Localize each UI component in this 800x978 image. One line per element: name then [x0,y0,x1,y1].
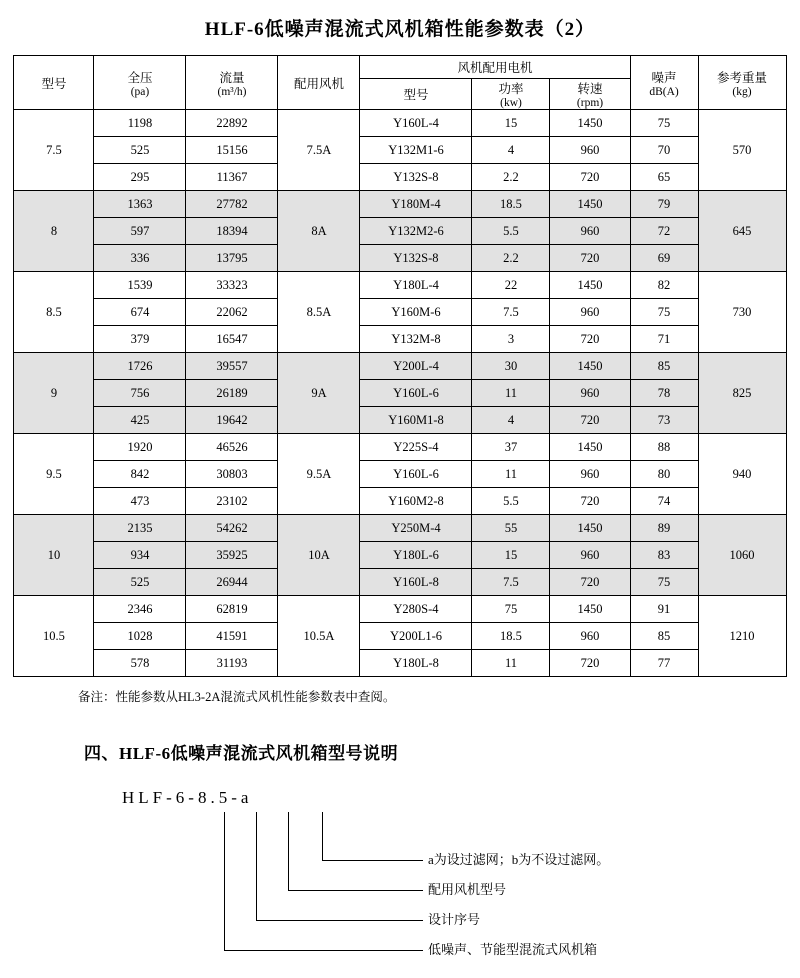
cell-noise: 85 [630,353,698,380]
th-speed [550,79,630,110]
th-flow-line2: (m³/h) [217,85,247,98]
cell-power: 15 [472,110,550,137]
cell-motor: Y160L-8 [360,569,472,596]
cell-speed: 720 [550,407,630,434]
table-header [14,56,786,110]
table-row [14,272,786,299]
cell-motor: Y280S-4 [360,596,472,623]
cell-motor: Y180L-8 [360,650,472,677]
cell-flow: 62819 [186,596,278,623]
cell-fan: 7.5A [278,110,360,191]
cell-power: 37 [472,434,550,461]
leader-label-1: a为设过滤网；b为不设过滤网。 [428,852,610,867]
th-power-line2: (kw) [500,97,522,109]
cell-pressure: 379 [94,326,186,353]
cell-pressure: 2135 [94,515,186,542]
cell-noise: 78 [630,380,698,407]
cell-weight: 940 [698,434,786,515]
cell-pressure: 674 [94,299,186,326]
th-noise-line2: dB(A) [649,85,679,98]
table-row [14,164,786,191]
cell-power: 2.2 [472,245,550,272]
th-pressure-line2: (pa) [130,85,150,98]
table-row [14,299,786,326]
cell-power: 2.2 [472,164,550,191]
cell-flow: 54262 [186,515,278,542]
cell-noise: 72 [630,218,698,245]
cell-power: 75 [472,596,550,623]
cell-noise: 77 [630,650,698,677]
cell-speed: 720 [550,164,630,191]
cell-speed: 1450 [550,596,630,623]
leader-label-3: 设计序号 [428,912,481,927]
cell-power: 5.5 [472,218,550,245]
cell-flow: 27782 [186,191,278,218]
leader-label-4: 低噪声、节能型混流式风机箱 [428,942,598,957]
cell-power: 22 [472,272,550,299]
cell-pressure: 1028 [94,623,186,650]
th-flow-line1: 流量 [219,70,245,85]
cell-motor: Y200L1-6 [360,623,472,650]
cell-fan: 9.5A [278,434,360,515]
model-code-diagram [74,788,726,978]
cell-speed: 960 [550,299,630,326]
cell-motor: Y132M2-6 [360,218,472,245]
cell-speed: 720 [550,245,630,272]
cell-speed: 720 [550,650,630,677]
table-row [14,407,786,434]
cell-power: 30 [472,353,550,380]
cell-flow: 26944 [186,569,278,596]
table-header-row-1 [14,56,786,79]
cell-pressure: 1920 [94,434,186,461]
th-speed-line2: (rpm) [576,97,604,109]
cell-noise: 82 [630,272,698,299]
cell-flow: 22062 [186,299,278,326]
cell-fan: 10.5A [278,596,360,677]
cell-flow: 11367 [186,164,278,191]
cell-noise: 83 [630,542,698,569]
cell-noise: 69 [630,245,698,272]
th-pressure [94,56,186,110]
cell-flow: 16547 [186,326,278,353]
cell-speed: 1450 [550,515,630,542]
cell-flow: 31193 [186,650,278,677]
cell-flow: 18394 [186,218,278,245]
cell-fan: 8A [278,191,360,272]
leader-label-2: 配用风机型号 [428,882,507,897]
cell-motor: Y180L-4 [360,272,472,299]
cell-pressure: 295 [94,164,186,191]
th-motor-model: 型号 [360,79,472,110]
cell-model: 8.5 [14,272,94,353]
cell-noise: 65 [630,164,698,191]
cell-flow: 22892 [186,110,278,137]
table-row [14,515,786,542]
cell-speed: 720 [550,326,630,353]
cell-weight: 645 [698,191,786,272]
cell-speed: 960 [550,461,630,488]
th-speed-line1: 转速 [577,82,603,96]
cell-motor: Y160L-4 [360,110,472,137]
cell-model: 7.5 [14,110,94,191]
cell-model: 8 [14,191,94,272]
cell-weight: 730 [698,272,786,353]
cell-weight: 1060 [698,515,786,596]
cell-flow: 39557 [186,353,278,380]
cell-noise: 74 [630,488,698,515]
cell-pressure: 525 [94,137,186,164]
table-row [14,245,786,272]
cell-speed: 960 [550,218,630,245]
cell-motor: Y132S-8 [360,164,472,191]
cell-motor: Y180M-4 [360,191,472,218]
cell-power: 4 [472,137,550,164]
cell-speed: 1450 [550,272,630,299]
cell-flow: 15156 [186,137,278,164]
cell-flow: 46526 [186,434,278,461]
cell-speed: 1450 [550,110,630,137]
cell-power: 15 [472,542,550,569]
cell-weight: 570 [698,110,786,191]
cell-pressure: 578 [94,650,186,677]
table-row [14,434,786,461]
cell-pressure: 1539 [94,272,186,299]
cell-motor: Y132M1-6 [360,137,472,164]
table-row [14,596,786,623]
cell-flow: 30803 [186,461,278,488]
cell-flow: 19642 [186,407,278,434]
cell-weight: 1210 [698,596,786,677]
cell-speed: 960 [550,542,630,569]
cell-motor: Y160M-6 [360,299,472,326]
th-fan: 配用风机 [278,56,360,110]
cell-pressure: 2346 [94,596,186,623]
table-row [14,380,786,407]
cell-motor: Y160L-6 [360,380,472,407]
cell-pressure: 934 [94,542,186,569]
table-row [14,542,786,569]
table-row [14,461,786,488]
cell-pressure: 473 [94,488,186,515]
th-weight-line1: 参考重量 [717,70,768,85]
cell-fan: 9A [278,353,360,434]
cell-power: 5.5 [472,488,550,515]
cell-motor: Y160L-6 [360,461,472,488]
model-code-text: HLF-6-8.5-a [122,788,253,807]
cell-pressure: 1726 [94,353,186,380]
table-row [14,326,786,353]
cell-power: 11 [472,650,550,677]
cell-fan: 8.5A [278,272,360,353]
table-row [14,137,786,164]
cell-flow: 33323 [186,272,278,299]
cell-motor: Y200L-4 [360,353,472,380]
cell-noise: 91 [630,596,698,623]
cell-power: 7.5 [472,569,550,596]
cell-model: 9 [14,353,94,434]
leader-line-4 [224,812,423,951]
cell-model: 10.5 [14,596,94,677]
section-heading: 四、HLF-6低噪声混流式风机箱型号说明 [84,744,399,763]
cell-power: 18.5 [472,623,550,650]
cell-noise: 75 [630,569,698,596]
cell-flow: 23102 [186,488,278,515]
performance-table [13,55,786,677]
table-row [14,353,786,380]
cell-power: 3 [472,326,550,353]
page-title: HLF-6低噪声混流式风机箱性能参数表（2） [204,19,596,40]
th-power [472,79,550,110]
cell-noise: 73 [630,407,698,434]
table-body [14,110,786,677]
cell-power: 7.5 [472,299,550,326]
table-row [14,191,786,218]
cell-power: 18.5 [472,191,550,218]
cell-weight: 825 [698,353,786,434]
table-row [14,623,786,650]
cell-power: 11 [472,461,550,488]
table-row [14,650,786,677]
document-page [0,14,800,978]
cell-speed: 1450 [550,191,630,218]
cell-noise: 80 [630,461,698,488]
th-noise [630,56,698,110]
cell-speed: 960 [550,623,630,650]
cell-pressure: 425 [94,407,186,434]
cell-speed: 720 [550,569,630,596]
th-power-line1: 功率 [498,82,524,96]
table-row [14,110,786,137]
cell-pressure: 336 [94,245,186,272]
th-flow [186,56,278,110]
cell-pressure: 597 [94,218,186,245]
cell-flow: 41591 [186,623,278,650]
th-noise-line1: 噪声 [651,70,677,85]
th-pressure-line1: 全压 [127,70,153,85]
cell-noise: 70 [630,137,698,164]
cell-noise: 79 [630,191,698,218]
cell-speed: 1450 [550,353,630,380]
cell-speed: 960 [550,137,630,164]
cell-noise: 89 [630,515,698,542]
cell-speed: 1450 [550,434,630,461]
table-row [14,218,786,245]
cell-noise: 75 [630,299,698,326]
cell-motor: Y160M2-8 [360,488,472,515]
cell-flow: 13795 [186,245,278,272]
table-note: 备注：性能参数从HL3-2A混流式风机性能参数表中查阅。 [78,690,396,704]
cell-motor: Y132M-8 [360,326,472,353]
th-weight [698,56,786,110]
cell-power: 55 [472,515,550,542]
cell-speed: 960 [550,380,630,407]
th-motor-group: 风机配用电机 [360,56,630,79]
cell-flow: 26189 [186,380,278,407]
cell-model: 9.5 [14,434,94,515]
cell-pressure: 1363 [94,191,186,218]
cell-power: 4 [472,407,550,434]
cell-model: 10 [14,515,94,596]
cell-pressure: 842 [94,461,186,488]
table-row [14,569,786,596]
cell-pressure: 756 [94,380,186,407]
cell-motor: Y180L-6 [360,542,472,569]
cell-motor: Y250M-4 [360,515,472,542]
cell-noise: 75 [630,110,698,137]
cell-speed: 720 [550,488,630,515]
cell-noise: 88 [630,434,698,461]
table-row [14,488,786,515]
th-model: 型号 [14,56,94,110]
cell-noise: 85 [630,623,698,650]
cell-fan: 10A [278,515,360,596]
cell-motor: Y225S-4 [360,434,472,461]
cell-pressure: 525 [94,569,186,596]
cell-noise: 71 [630,326,698,353]
cell-motor: Y132S-8 [360,245,472,272]
cell-power: 11 [472,380,550,407]
cell-flow: 35925 [186,542,278,569]
cell-pressure: 1198 [94,110,186,137]
cell-motor: Y160M1-8 [360,407,472,434]
th-weight-line2: (kg) [732,85,752,98]
